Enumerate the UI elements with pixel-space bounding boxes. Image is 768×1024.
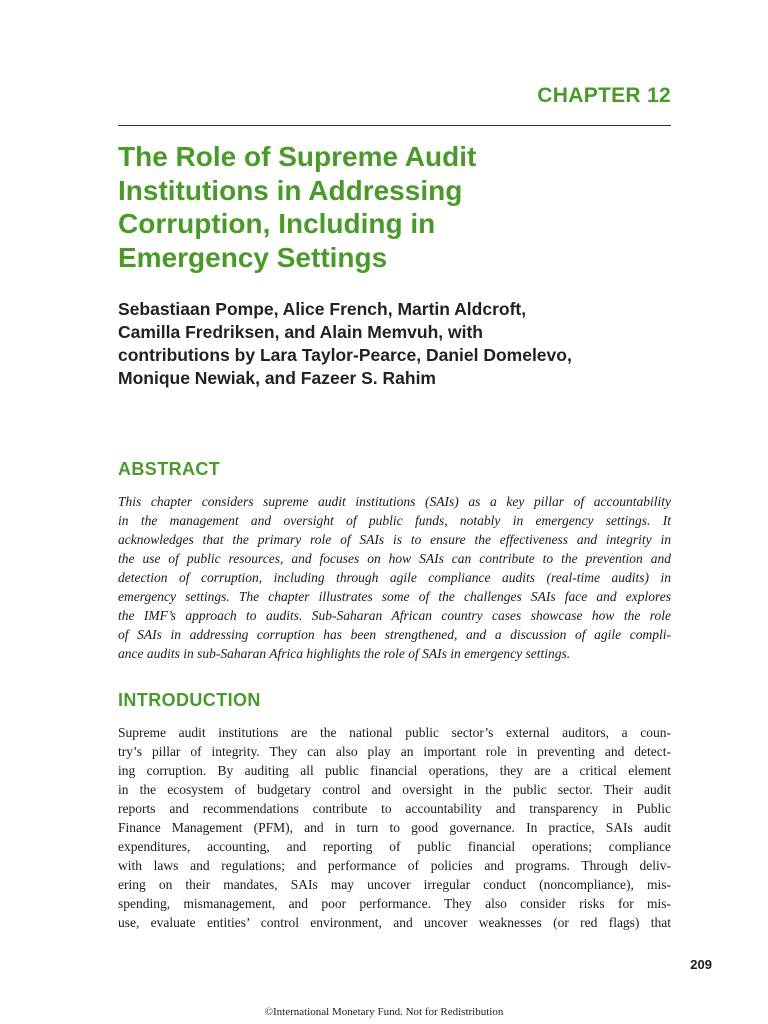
title-divider <box>118 125 671 126</box>
introduction-line: use, evaluate entities’ control environment, and uncover weaknesses (or red flags) that <box>118 915 671 930</box>
author-line: Sebastiaan Pompe, Alice French, Martin Aldcroft, <box>118 299 527 319</box>
author-line: contributions by Lara Taylor-Pearce, Daniel Domelevo, <box>118 345 572 365</box>
copyright-footer: ©International Monetary Fund. Not for Redistribution <box>264 1006 504 1018</box>
abstract-line: in the management and oversight of public funds, notably in emergency settings. It <box>118 513 671 528</box>
abstract-line: the IMF’s approach to audits. Sub-Saharan African country cases showcase how the role <box>118 608 671 623</box>
abstract-heading: ABSTRACT <box>118 459 221 479</box>
abstract-line: the use of public resources, and focuses on how SAIs can contribute to the prevention and <box>118 551 671 566</box>
introduction-heading: INTRODUCTION <box>118 690 261 710</box>
abstract-line: ance audits in sub-Saharan Africa highlights the role of SAIs in emergency settings. <box>118 646 571 661</box>
introduction-body <box>118 723 671 932</box>
abstract-line: acknowledges that the primary role of SAIs is to ensure the effectiveness and integrity in <box>118 532 671 547</box>
abstract-line: detection of corruption, including through agile compliance audits (real-time audits) in <box>118 570 671 585</box>
introduction-line: Supreme audit institutions are the national public sector’s external auditors, a coun- <box>118 725 671 740</box>
abstract-line: This chapter considers supreme audit institutions (SAIs) as a key pillar of accountability <box>118 494 671 509</box>
title-line: Emergency Settings <box>118 241 388 273</box>
chapter-label: CHAPTER 12 <box>537 84 671 107</box>
introduction-line: in the ecosystem of budgetary control and oversight in the public sector. Their audit <box>118 782 671 797</box>
page-number: 209 <box>690 957 712 972</box>
chapter-title <box>118 140 678 274</box>
introduction-line: expenditures, accounting, and reporting of public financial operations; compliance <box>118 839 671 854</box>
introduction-line: ing corruption. By auditing all public financial operations, they are a critical element <box>118 763 671 778</box>
abstract-line: of SAIs in addressing corruption has been strengthened, and a discussion of agile compli- <box>118 627 671 642</box>
abstract-body <box>118 492 671 663</box>
title-line: Corruption, Including in <box>118 208 436 239</box>
abstract-line: emergency settings. The chapter illustrates some of the challenges SAIs face and explores <box>118 589 671 604</box>
introduction-line: Finance Management (PFM), and in turn to good governance. In practice, SAIs audit <box>118 820 671 835</box>
title-line: Institutions in Addressing <box>118 174 463 206</box>
author-line: Monique Newiak, and Fazeer S. Rahim <box>118 368 436 388</box>
author-line: Camilla Fredriksen, and Alain Memvuh, with <box>118 322 483 342</box>
title-line: The Role of Supreme Audit <box>118 141 477 172</box>
introduction-line: reports and recommendations contribute to accountability and transparency in Public <box>118 801 671 816</box>
introduction-line: ering on their mandates, SAIs may uncover irregular conduct (noncompliance), mis- <box>118 877 671 892</box>
introduction-line: with laws and regulations; and performance of policies and programs. Through deliv- <box>118 858 671 873</box>
introduction-line: spending, mismanagement, and poor performance. They also consider risks for mis- <box>118 896 671 911</box>
author-list <box>118 298 678 390</box>
introduction-line: try’s pillar of integrity. They can also play an important role in preventing and detect- <box>118 744 671 759</box>
